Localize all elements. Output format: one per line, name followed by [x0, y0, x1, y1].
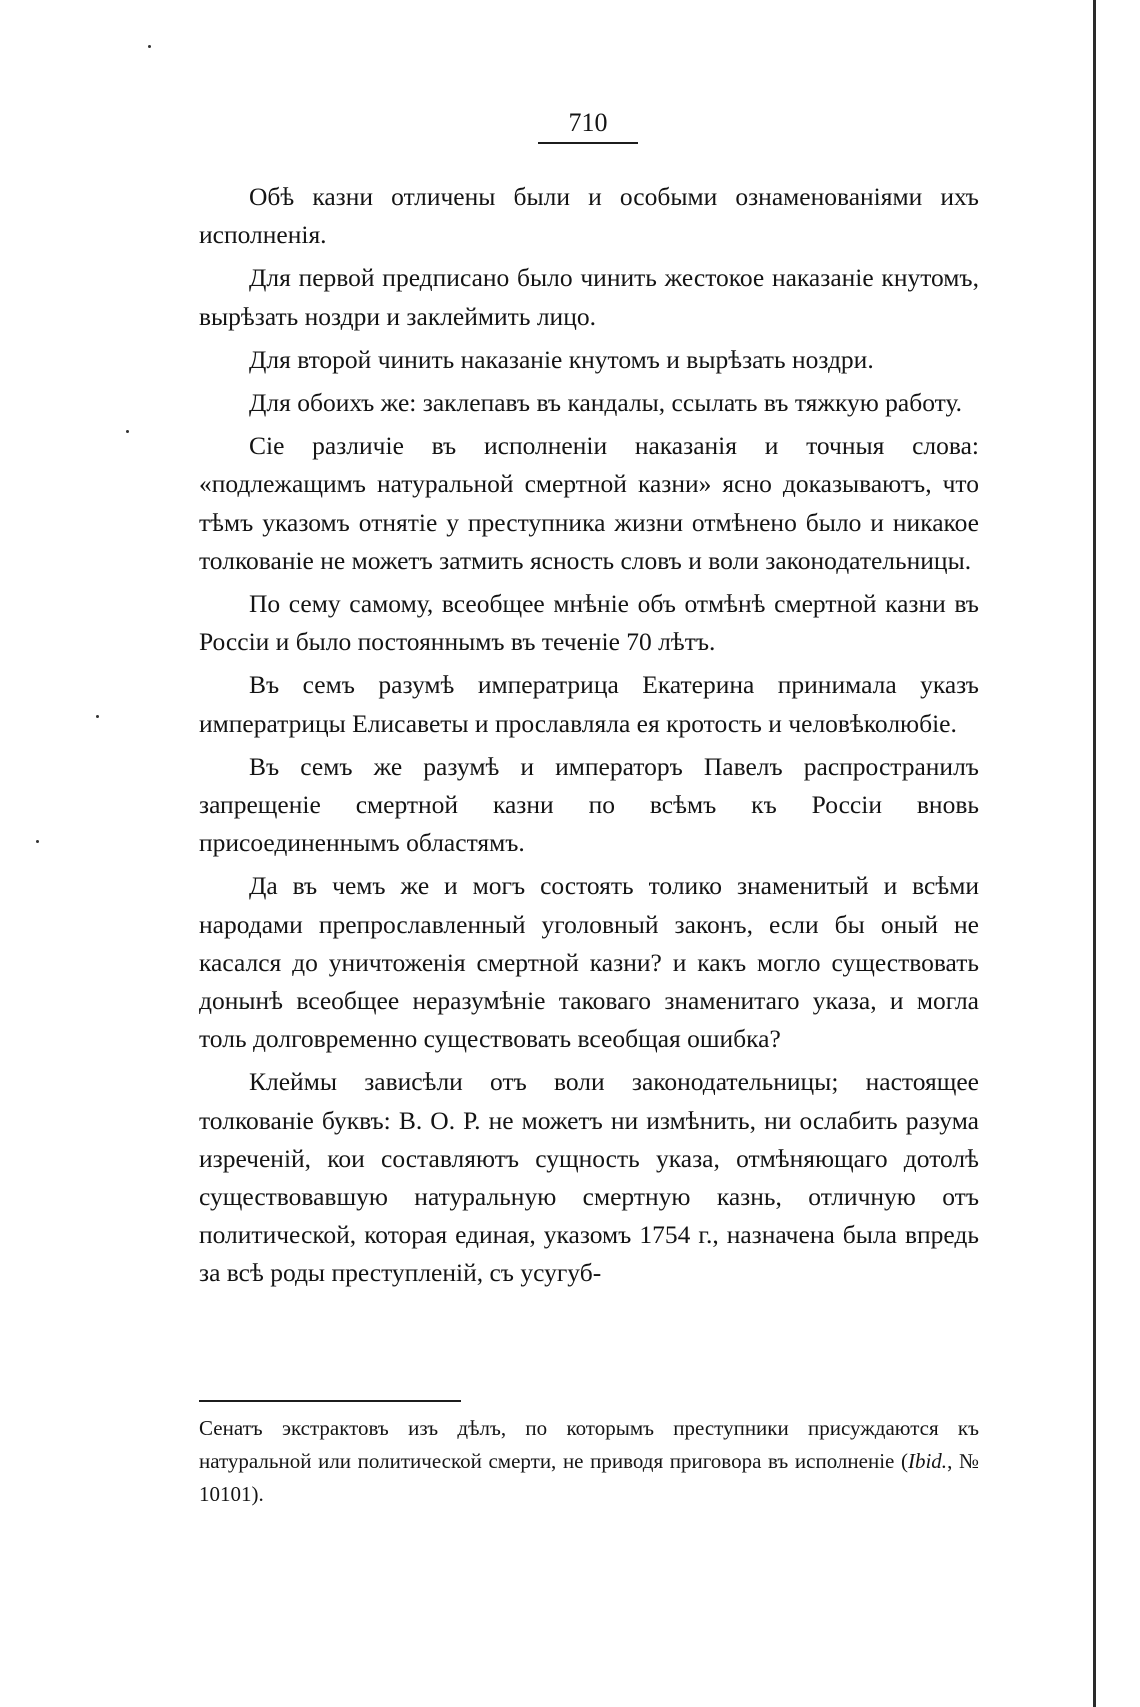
scan-speck [96, 715, 99, 718]
paragraph: Сіе различіе въ исполненіи наказанія и точныя слова: «подлежащимъ натуральной смертной казни» ясно доказываютъ, что тѣмъ указомъ отнятіе у преступника жизни отмѣнено было и никакое толкованіе не можетъ затмить ясность словъ и воли законодательницы. [199, 431, 979, 575]
paragraph: По сему самому, всеобщее мнѣніе объ отмѣнѣ смертной казни въ Россіи и было постояннымъ въ теченіе 70 лѣтъ. [199, 589, 979, 657]
page-number-underline [538, 142, 638, 144]
paragraph: Для обоихъ же: заклепавъ въ кандалы, ссылать въ тяжкую работу. [249, 388, 963, 418]
scan-speck [126, 430, 129, 433]
scan-edge-line [1093, 0, 1096, 1707]
footnote [199, 1412, 979, 1511]
paragraph: Въ семъ разумѣ императрица Екатерина принимала указъ императрицы Елисаветы и прославляла ея кротость и человѣколюбіе. [199, 670, 979, 738]
paragraph: Въ семъ же разумѣ и императоръ Павелъ распространилъ запрещеніе смертной казни по всѣмъ къ Россіи вновь присоединеннымъ областямъ. [199, 751, 979, 858]
main-text [199, 178, 979, 1298]
scan-speck [36, 840, 39, 843]
footnote-source: Ibid. [907, 1449, 948, 1473]
paragraph: Обѣ казни отличены были и особыми ознаменованіями ихъ исполненія. [199, 182, 979, 250]
paragraph: Для первой предписано было чинить жестокое наказаніе кнутомъ, вырѣзать ноздри и заклеймить лицо. [199, 263, 979, 331]
scan-speck [148, 45, 151, 48]
footnote-text: Сенатъ экстрактовъ изъ дѣлъ, по которымъ преступники присуждаются къ натуральной или политической смерти, не приводя приговора въ исполненіе ( [199, 1416, 979, 1473]
page-number: 710 [568, 108, 608, 137]
paragraph: Клеймы зависѣли отъ воли законодательницы; настоящее толкованіе буквъ: В. О. Р. не можетъ ни измѣнить, ни ослабить разума изреченій, кои составляютъ сущность указа, отмѣняющаго дотолѣ существовавшую натуральную смертную казнь, отличную отъ политической, которая единая, указомъ 1754 г., назначена была впредь за всѣ роды преступленій, съ усугуб- [199, 1067, 979, 1288]
paragraph: Да въ чемъ же и могъ состоять толико знаменитый и всѣми народами препрославленный уголовный законъ, если бы оный не касался до уничтоженія смертной казни? и какъ могло существовать донынѣ всеобщее неразумѣніе таковаго знаменитаго указа, и могла толь долговременно существовать всеобщая ошибка? [199, 871, 979, 1054]
paragraph: Для второй чинить наказаніе кнутомъ и вырѣзать ноздри. [249, 344, 874, 374]
footnote-separator [199, 1400, 461, 1402]
footnote-reference: , № 10101). [199, 1449, 979, 1506]
